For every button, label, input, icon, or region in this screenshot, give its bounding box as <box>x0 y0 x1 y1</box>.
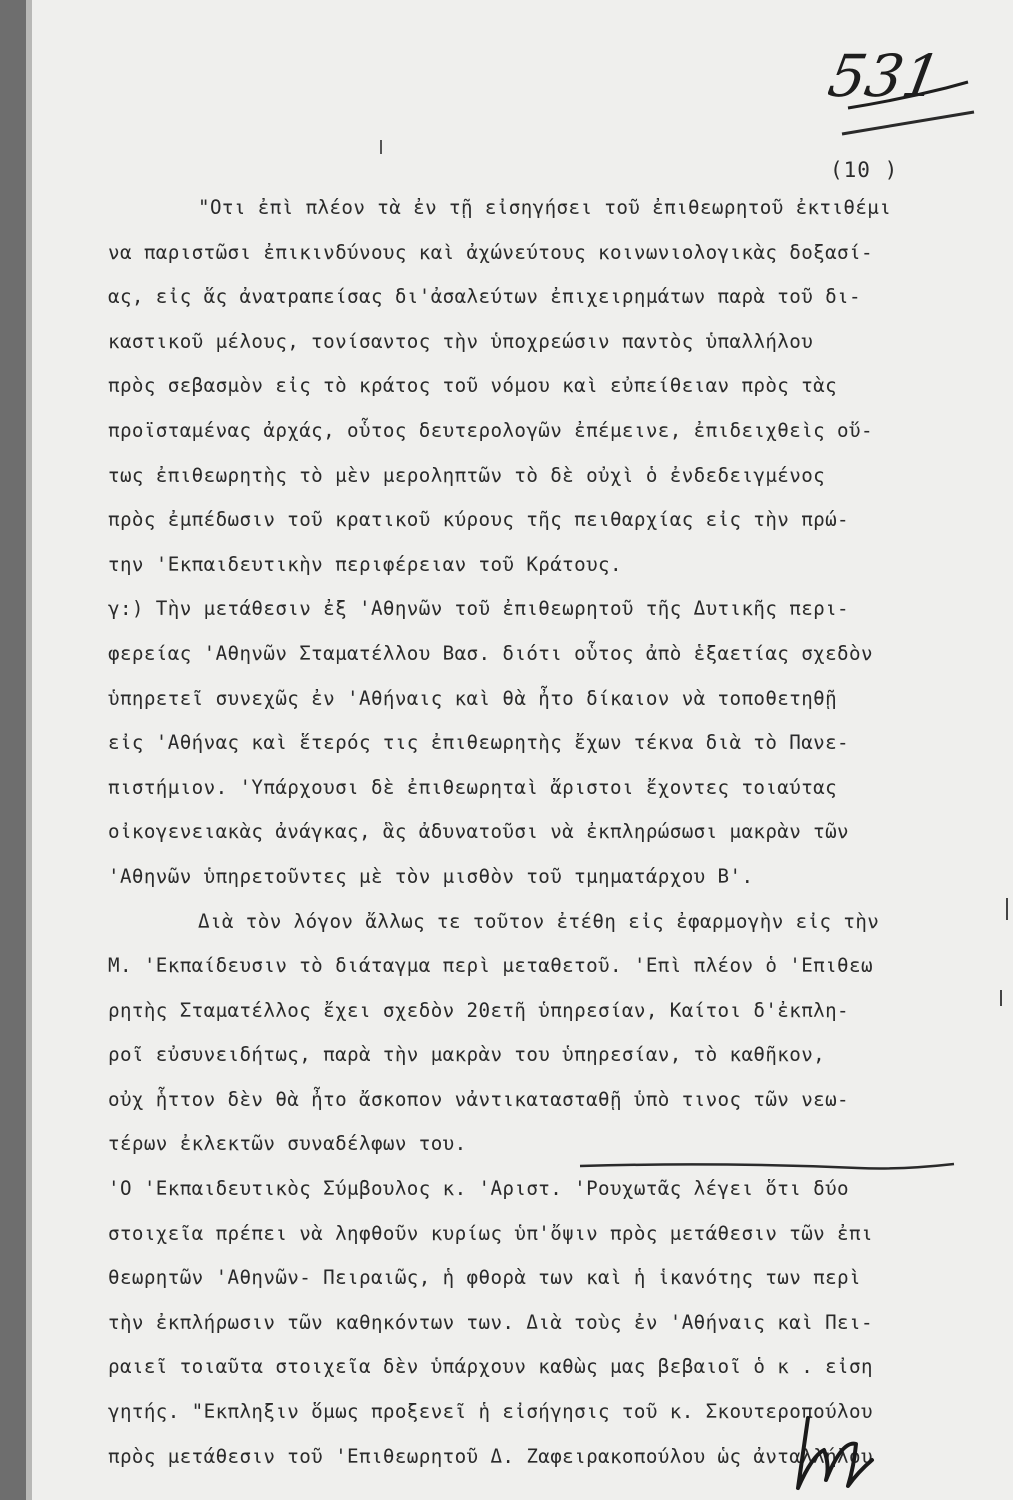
page-number: (10 ) <box>830 158 899 182</box>
text-line: "Οτι ἐπὶ πλέον τὰ ἐν τῇ εἰσηγήσει τοῦ ἐπιθεωρητοῦ ἐκτιθέμι <box>198 196 892 219</box>
text-line: να παριστῶσι ἐπικινδύνους καὶ ἀχώνεύτους κοινωνιολογικὰς δοξασί- <box>108 240 873 264</box>
text-line: οὐχ ἧττον δὲν θὰ ἦτο ἄσκοπον νἀντικατασταθῇ ὑπὸ τινος τῶν νεω- <box>108 1087 850 1111</box>
archive-number-ink <box>828 38 978 148</box>
text-line: θεωρητῶν 'Αθηνῶν- Πειραιῶς, ἡ φθορὰ των καὶ ἡ ἱκανότης των περὶ <box>108 1266 861 1290</box>
text-line: Μ. 'Εκπαίδευσιν τὸ διάταγμα περὶ μεταθετοῦ. 'Επὶ πλέον ὁ 'Επιθεω <box>108 954 873 978</box>
text-line: γητής. "Εκπληξιν ὅμως προξενεῖ ἡ εἰσήγησις τοῦ κ. Σκουτεροπούλου <box>108 1400 873 1424</box>
text-line: τως ἐπιθεωρητὴς τὸ μὲν μεροληπτῶν τὸ δὲ οὐχὶ ὁ ἐνδεδειγμένος <box>108 463 826 487</box>
text-line: ρητὴς Σταματέλλος ἔχει σχεδὸν 20ετῆ ὑπηρεσίαν, Καίτοι δ'ἐκπλη- <box>108 998 850 1022</box>
text-line: πρὸς σεβασμὸν εἰς τὸ κράτος τοῦ νόμου καὶ εὐπείθειαν πρὸς τὰς <box>108 374 838 398</box>
handwritten-underline <box>520 1158 960 1178</box>
text-line: την 'Εκπαιδευτικὴν περιφέρειαν τοῦ Κράτους. <box>108 552 622 576</box>
text-line: οἰκογενειακὰς ἀνάγκας, ἃς ἀδυνατοῦσι νὰ ἐκπληρώσωσι μακρὰν τῶν <box>108 820 850 844</box>
margin-mark <box>1000 990 1002 1006</box>
text-line: ας, εἰς ἅς ἀνατραπείσας δι'ἀσαλεύτων ἐπιχειρημάτων παρὰ τοῦ δι- <box>108 285 861 309</box>
archive-number-text: 531 <box>828 42 946 110</box>
text-line: γ:) Τὴν μετάθεσιν ἐξ 'Αθηνῶν τοῦ ἐπιθεωρητοῦ τῆς Δυτικῆς περι- <box>108 597 850 621</box>
stray-ink-mark <box>380 140 382 154</box>
typewritten-body <box>108 186 988 1479</box>
text-line: ροῖ εὐσυνειδήτως, παρὰ τὴν μακρὰν του ὑπηρεσίαν, τὸ καθῆκον, <box>108 1043 826 1067</box>
text-line: ὑπηρετεῖ συνεχῶς ἐν 'Αθήναις καὶ θὰ ἦτο δίκαιον νὰ τοποθετηθῇ <box>108 686 838 710</box>
text-line: τέρων ἐκλεκτῶν συναδέλφων του. <box>108 1132 467 1156</box>
handwritten-archive-number <box>828 38 978 148</box>
margin-mark <box>1006 898 1008 920</box>
text-line: στοιχεῖα πρέπει νὰ ληφθοῦν κυρίως ὑπ'ὄψιν πρὸς μετάθεσιν τῶν ἐπι <box>108 1221 873 1245</box>
text-line: 'Αθηνῶν ὑπηρετοῦντες μὲ τὸν μισθὸν τοῦ τμηματάρχου Β'. <box>108 864 754 888</box>
text-line: Διὰ τὸν λόγον ἄλλως τε τοῦτον ἐτέθη εἰς ἐφαρμογὴν εἰς τὴν <box>198 909 880 933</box>
text-line: καστικοῦ μέλους, τονίσαντος τὴν ὑποχρεώσιν παντὸς ὑπαλλήλου <box>108 329 814 353</box>
text-line: πρὸς μετάθεσιν τοῦ 'Επιθεωρητοῦ Δ. Ζαφειρακοπούλου ὡς ἀνταλλήλου <box>108 1444 873 1468</box>
text-line: ραιεῖ τοιαῦτα στοιχεῖα δὲν ὑπάρχουν καθὼς μας βεβαιοῖ ὁ κ . εἰση <box>108 1355 873 1379</box>
text-line: 'Ο 'Εκπαιδευτικὸς Σύμβουλος κ. 'Αριστ. 'Ρουχωτᾶς λέγει ὅτι δύο <box>108 1177 850 1201</box>
text-line: πιστήμιον. 'Υπάρχουσι δὲ ἐπιθεωρηταὶ ἄριστοι ἔχοντες τοιαύτας <box>108 775 838 799</box>
text-line: τὴν ἐκπλήρωσιν τῶν καθηκόντων των. Διὰ τοὺς ἐν 'Αθήναις καὶ Πει- <box>108 1310 873 1334</box>
handwritten-initials <box>790 1410 880 1500</box>
text-line: φερείας 'Αθηνῶν Σταματέλλου Βασ. διότι οὗτος ἀπὸ ἑξαετίας σχεδὸν <box>108 641 873 665</box>
scan-left-shadow <box>0 0 26 1500</box>
text-line: εἰς 'Αθήνας καὶ ἕτερός τις ἐπιθεωρητὴς ἔχων τέκνα διὰ τὸ Πανε- <box>108 731 850 755</box>
text-line: προϊσταμένας ἀρχάς, οὗτος δευτερολογῶν ἐπέμεινε, ἐπιδειχθεὶς οὕ- <box>108 418 873 442</box>
text-line: πρὸς ἐμπέδωσιν τοῦ κρατικοῦ κύρους τῆς πειθαρχίας εἰς τὴν πρώ- <box>108 508 850 532</box>
